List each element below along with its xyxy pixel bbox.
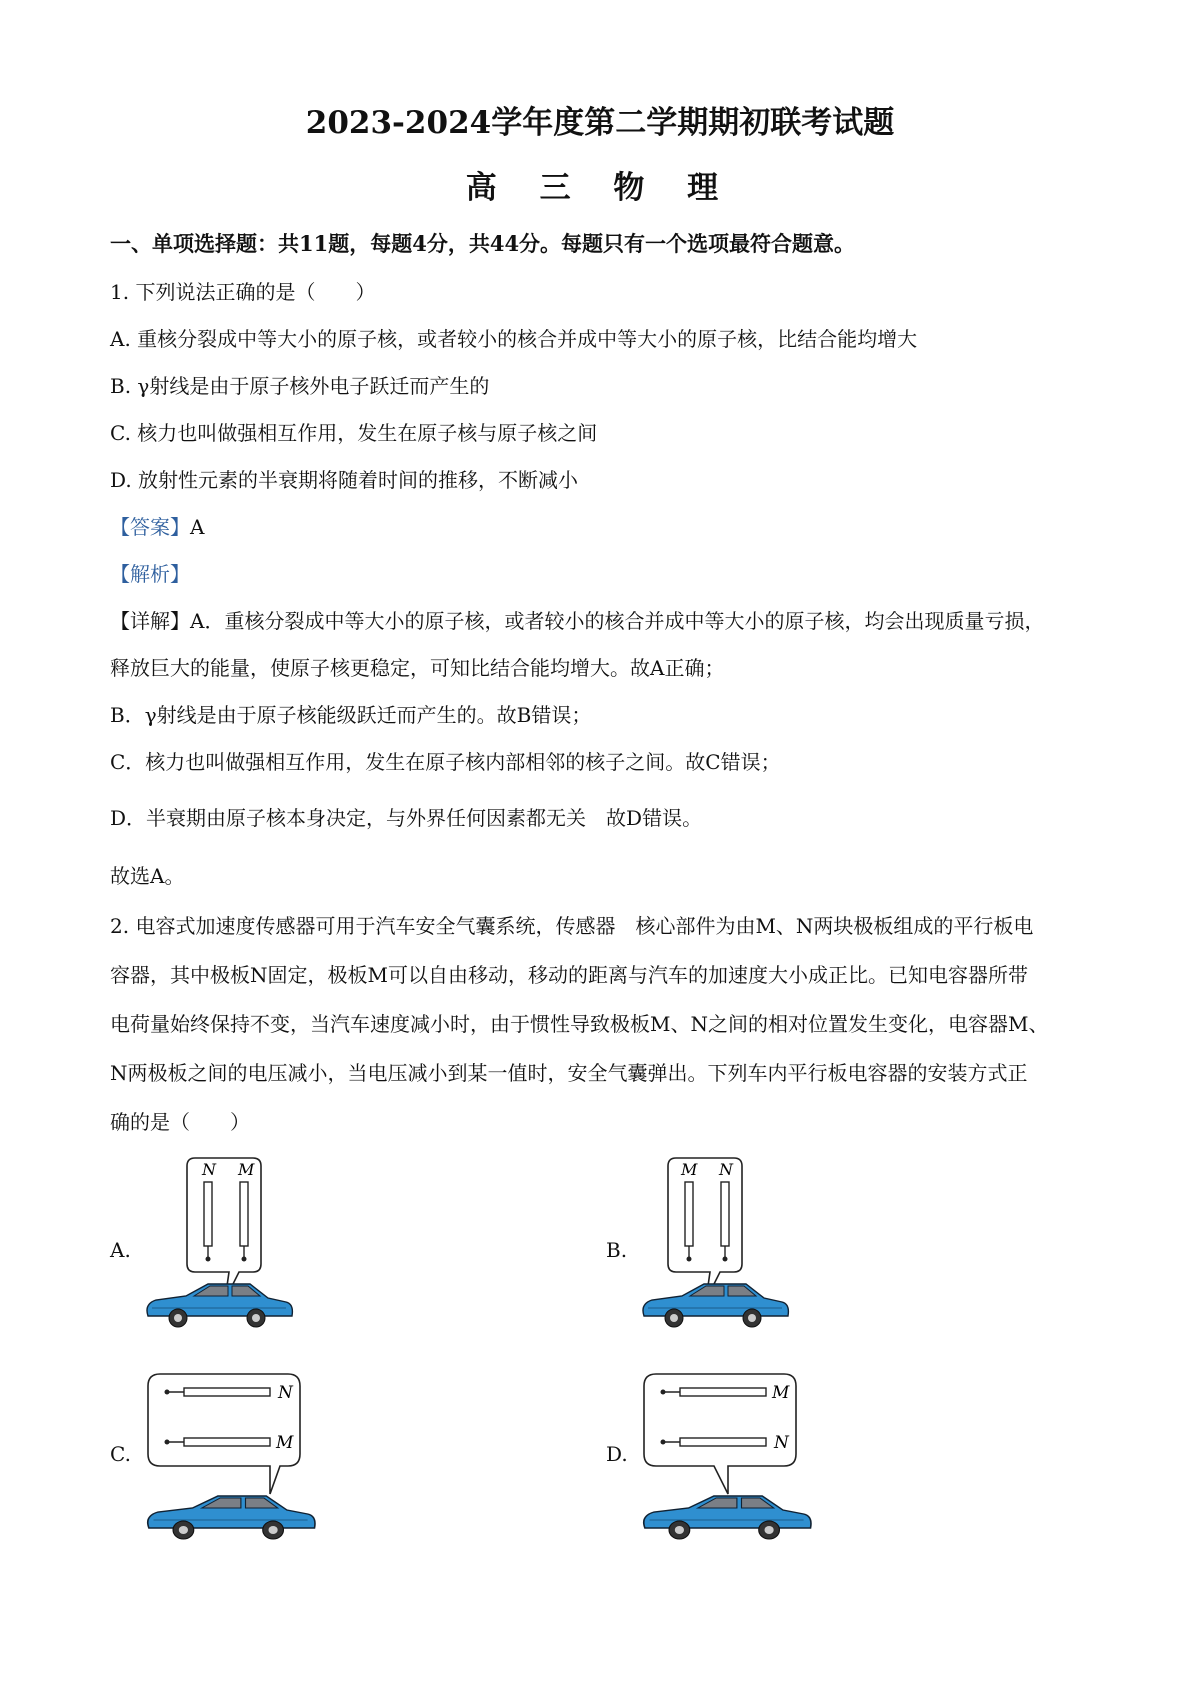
q2-stem-line: 确的是（ ） xyxy=(110,1110,250,1134)
car-icon xyxy=(644,1496,811,1539)
speech-bubble xyxy=(668,1158,742,1300)
q2-stem-line: 容器，其中极板N固定，极板M可以自由移动，移动的距离与汽车的加速度大小成正比。已知电容器所带 xyxy=(110,963,1028,987)
q1-option-b: B. γ射线是由于原子核外电子跃迁而产生的 xyxy=(110,374,490,398)
section-heading: 一、单项选择题：共11题，每题4分，共44分。每题只有一个选项最符合题意。 xyxy=(110,231,856,256)
capacitor-plate xyxy=(685,1182,693,1246)
plate-label-first: N xyxy=(278,1383,293,1403)
q2-option-b-label: B. xyxy=(606,1238,628,1262)
car-icon xyxy=(147,1284,292,1327)
capacitor-plate xyxy=(680,1388,766,1396)
car-icon xyxy=(643,1284,788,1327)
q1-conclusion: 故选A。 xyxy=(110,864,185,888)
capacitor-plate xyxy=(680,1438,766,1446)
plate-label-second: M xyxy=(238,1160,255,1179)
capacitor-plate xyxy=(184,1438,270,1446)
plate-label-second: N xyxy=(774,1433,789,1453)
option-a-figure xyxy=(140,1150,310,1340)
q2-option-d-label: D. xyxy=(606,1442,628,1466)
option-d-figure xyxy=(636,1370,826,1545)
exam-title: 2023-2024学年度第二学期期初联考试题 xyxy=(305,105,895,141)
option-c-figure xyxy=(140,1370,330,1545)
q2-option-a-label: A. xyxy=(110,1238,131,1262)
plate-label-first: N xyxy=(202,1160,216,1179)
q1-detail-line: D．半衰期由原子核本身决定，与外界任何因素都无关 故D错误。 xyxy=(110,806,703,830)
car-icon xyxy=(148,1496,315,1539)
subject-title: 高 三 物 理 xyxy=(465,170,735,206)
capacitor-plate xyxy=(204,1182,212,1246)
q1-detail-line: 【详解】A．重核分裂成中等大小的原子核，或者较小的核合并成中等大小的原子核，均会出现质量亏损， xyxy=(110,609,1045,633)
q1-detail-line: B．γ射线是由于原子核能级跃迁而产生的。故B错误； xyxy=(110,703,592,727)
answer-value: A xyxy=(190,515,205,539)
q1-stem: 1. 下列说法正确的是（ ） xyxy=(110,280,376,304)
q1-option-d: D. 放射性元素的半衰期将随着时间的推移，不断减小 xyxy=(110,468,579,492)
q2-stem-line: 2. 电容式加速度传感器可用于汽车安全气囊系统，传感器 核心部件为由M、N两块极板组成的平行板电 xyxy=(110,914,1034,938)
capacitor-plate xyxy=(721,1182,729,1246)
plate-label-second: N xyxy=(719,1160,733,1179)
analysis-label: 【解析】 xyxy=(110,562,190,586)
plate-label-first: M xyxy=(772,1383,790,1403)
option-b-figure xyxy=(636,1150,806,1340)
speech-bubble xyxy=(187,1158,261,1300)
capacitor-plate xyxy=(240,1182,248,1246)
q1-answer xyxy=(110,515,204,539)
q1-detail-line: C．核力也叫做强相互作用，发生在原子核内部相邻的核子之间。故C错误； xyxy=(110,750,781,774)
q1-option-a: A. 重核分裂成中等大小的原子核，或者较小的核合并成中等大小的原子核，比结合能均增大 xyxy=(110,327,918,351)
q2-stem-line: 电荷量始终保持不变，当汽车速度减小时，由于惯性导致极板M、N之间的相对位置发生变化，电容器M、 xyxy=(110,1012,1049,1036)
q1-option-c: C. 核力也叫做强相互作用，发生在原子核与原子核之间 xyxy=(110,421,598,445)
plate-label-second: M xyxy=(276,1433,294,1453)
q1-detail-line: 释放巨大的能量，使原子核更稳定，可知比结合能均增大。故A正确； xyxy=(110,656,725,680)
q2-stem-line: N两极板之间的电压减小，当电压减小到某一值时，安全气囊弹出。下列车内平行板电容器的安装方式正 xyxy=(110,1061,1028,1085)
answer-label: 【答案】 xyxy=(110,515,190,539)
plate-label-first: M xyxy=(681,1160,698,1179)
capacitor-plate xyxy=(184,1388,270,1396)
q2-option-c-label: C. xyxy=(110,1442,131,1466)
